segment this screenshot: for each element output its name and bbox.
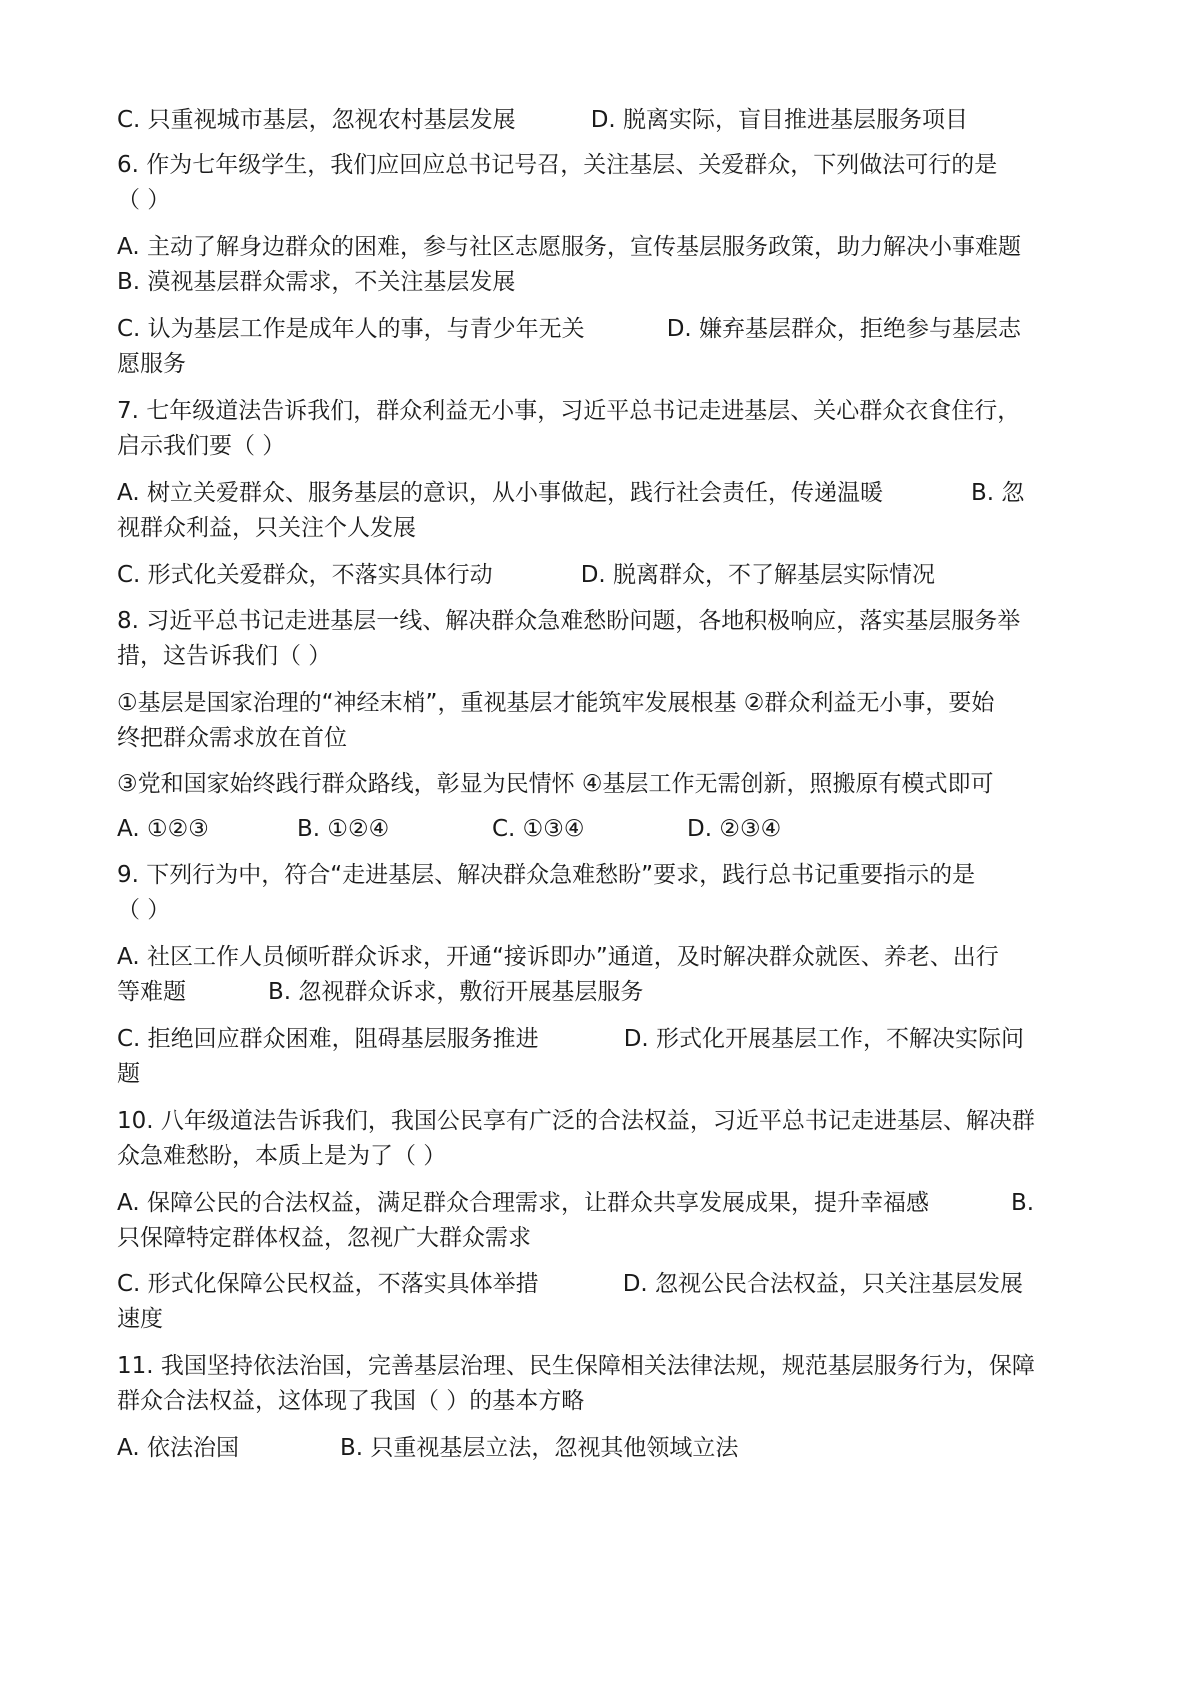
text-line: 视群众利益，只关注个人发展	[117, 515, 416, 541]
question-7-stem: 7. 七年级道法告诉我们，群众利益无小事，习近平总书记走进基层、关心群众衣食住行，	[117, 398, 1021, 424]
question-9-stem: 9. 下列行为中，符合“走进基层、解决群众急难愁盼”要求，践行总书记重要指示的是	[117, 862, 976, 888]
text-line: 愿服务	[117, 351, 186, 377]
text-line: C. 形式化关爱群众，不落实具体行动 D. 脱离群众，不了解基层实际情况	[117, 562, 936, 588]
text-line: （ ）	[117, 897, 171, 923]
text-line: 众急难愁盼，本质上是为了（ ）	[117, 1143, 447, 1169]
text-line: 等难题 B. 忽视群众诉求，敷衍开展基层服务	[117, 979, 644, 1005]
text-line: （ ）	[117, 187, 171, 213]
text-line: A. 依法治国 B. 只重视基层立法，忽视其他领域立法	[117, 1435, 739, 1461]
text-line: C. 认为基层工作是成年人的事，与青少年无关 D. 嫌弃基层群众，拒绝参与基层志	[117, 316, 1022, 342]
question-10-stem: 10. 八年级道法告诉我们，我国公民享有广泛的合法权益，习近平总书记走进基层、解决群	[117, 1108, 1035, 1134]
text-line: A. ①②③ B. ①②④ C. ①③④ D. ②③④	[117, 816, 782, 842]
text-line: A. 主动了解身边群众的困难，参与社区志愿服务，宣传基层服务政策，助力解决小事难题	[117, 234, 1021, 260]
text-line: 速度	[117, 1306, 163, 1332]
text-line: 措，这告诉我们（ ）	[117, 643, 332, 669]
text-line: C. 只重视城市基层，忽视农村基层发展 D. 脱离实际，盲目推进基层服务项目	[117, 107, 969, 133]
question-11-stem: 11. 我国坚持依法治国，完善基层治理、民生保障相关法律法规，规范基层服务行为，保障	[117, 1353, 1035, 1379]
text-line: C. 形式化保障公民权益，不落实具体举措 D. 忽视公民合法权益，只关注基层发展	[117, 1271, 1024, 1297]
text-line: ①基层是国家治理的“神经末梢”，重视基层才能筑牢发展根基 ②群众利益无小事，要始	[117, 690, 995, 716]
text-line: A. 社区工作人员倾听群众诉求，开通“接诉即办”通道，及时解决群众就医、养老、出行	[117, 944, 999, 970]
text-line: 题	[117, 1061, 140, 1087]
question-6-stem: 6. 作为七年级学生，我们应回应总书记号召，关注基层、关爱群众，下列做法可行的是	[117, 152, 998, 178]
text-line: 启示我们要（ ）	[117, 433, 286, 459]
question-8-stem: 8. 习近平总书记走进基层一线、解决群众急难愁盼问题，各地积极响应，落实基层服务举	[117, 608, 1021, 634]
text-line: A. 保障公民的合法权益，满足群众合理需求，让群众共享发展成果，提升幸福感 B.	[117, 1190, 1035, 1216]
text-line: C. 拒绝回应群众困难，阻碍基层服务推进 D. 形式化开展基层工作，不解决实际问	[117, 1026, 1025, 1052]
text-line: ③党和国家始终践行群众路线，彰显为民情怀 ④基层工作无需创新，照搬原有模式即可	[117, 771, 994, 797]
text-line: 只保障特定群体权益，忽视广大群众需求	[117, 1225, 531, 1251]
text-line: B. 漠视基层群众需求，不关注基层发展	[117, 269, 516, 295]
text-line: 终把群众需求放在首位	[117, 725, 347, 751]
text-line: 群众合法权益，这体现了我国（ ）的基本方略	[117, 1388, 585, 1414]
text-line: A. 树立关爱群众、服务基层的意识，从小事做起，践行社会责任，传递温暖 B. 忽	[117, 480, 1025, 506]
